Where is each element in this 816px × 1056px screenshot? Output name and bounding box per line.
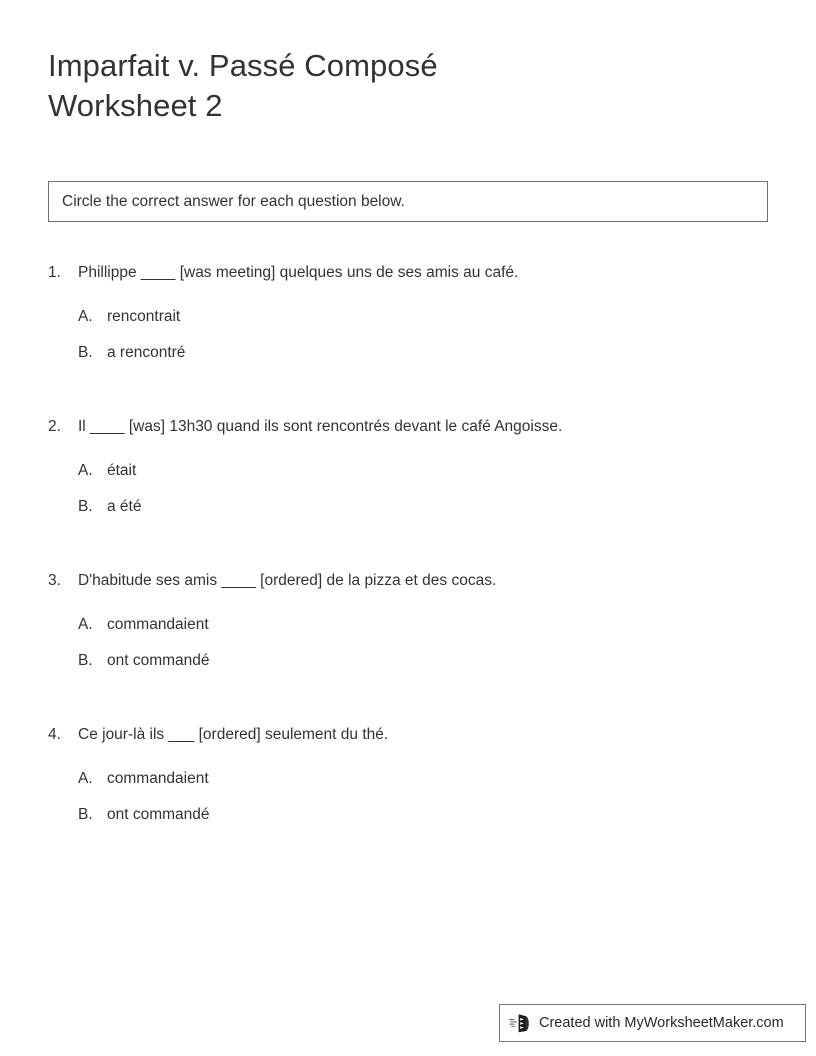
question-text: Phillippe ____ [was meeting] quelques uns de ses amis au café. [78, 264, 519, 281]
question-text: Il ____ [was] 13h30 quand ils sont rencontrés devant le café Angoisse. [78, 418, 563, 435]
myworksheetmaker-logo-icon [509, 1012, 533, 1034]
question-row [48, 570, 778, 592]
attribution-text: Created with MyWorksheetMaker.com [539, 1014, 784, 1031]
answer-option[interactable] [48, 768, 778, 790]
answer-option[interactable] [48, 650, 778, 672]
answer-letter: A. [78, 616, 93, 633]
answer-text: commandaient [107, 770, 209, 787]
page-title-line-2: Worksheet 2 [48, 88, 223, 123]
answer-letter: B. [78, 806, 93, 823]
answer-text: a rencontré [107, 344, 186, 361]
answer-letter: A. [78, 770, 93, 787]
answer-text: commandaient [107, 616, 209, 633]
page-title [48, 46, 748, 126]
question-group [48, 724, 778, 826]
page-title-line-1: Imparfait v. Passé Composé [48, 48, 438, 83]
question-group [48, 262, 778, 364]
question-row [48, 724, 778, 746]
question-group [48, 570, 778, 672]
question-group [48, 416, 778, 518]
answer-option[interactable] [48, 460, 778, 482]
answer-letter: B. [78, 498, 93, 515]
answer-text: était [107, 462, 137, 479]
instruction-text: Circle the correct answer for each question below. [62, 192, 405, 210]
answer-letter: A. [78, 462, 93, 479]
question-list [48, 262, 778, 826]
answer-text: ont commandé [107, 652, 210, 669]
answer-text: rencontrait [107, 308, 181, 325]
answer-option[interactable] [48, 804, 778, 826]
instruction-box [48, 181, 768, 222]
answer-letter: B. [78, 344, 93, 361]
attribution-badge[interactable] [499, 1004, 806, 1042]
question-text: D'habitude ses amis ____ [ordered] de la pizza et des cocas. [78, 572, 497, 589]
answer-option[interactable] [48, 306, 778, 328]
question-number: 4. [48, 726, 61, 743]
answer-letter: B. [78, 652, 93, 669]
question-number: 3. [48, 572, 61, 589]
answer-option[interactable] [48, 614, 778, 636]
question-number: 1. [48, 264, 61, 281]
answer-option[interactable] [48, 496, 778, 518]
answer-option[interactable] [48, 342, 778, 364]
answer-text: a été [107, 498, 142, 515]
question-text: Ce jour-là ils ___ [ordered] seulement du thé. [78, 726, 389, 743]
question-row [48, 416, 778, 438]
answer-letter: A. [78, 308, 93, 325]
question-row [48, 262, 778, 284]
question-number: 2. [48, 418, 61, 435]
answer-text: ont commandé [107, 806, 210, 823]
